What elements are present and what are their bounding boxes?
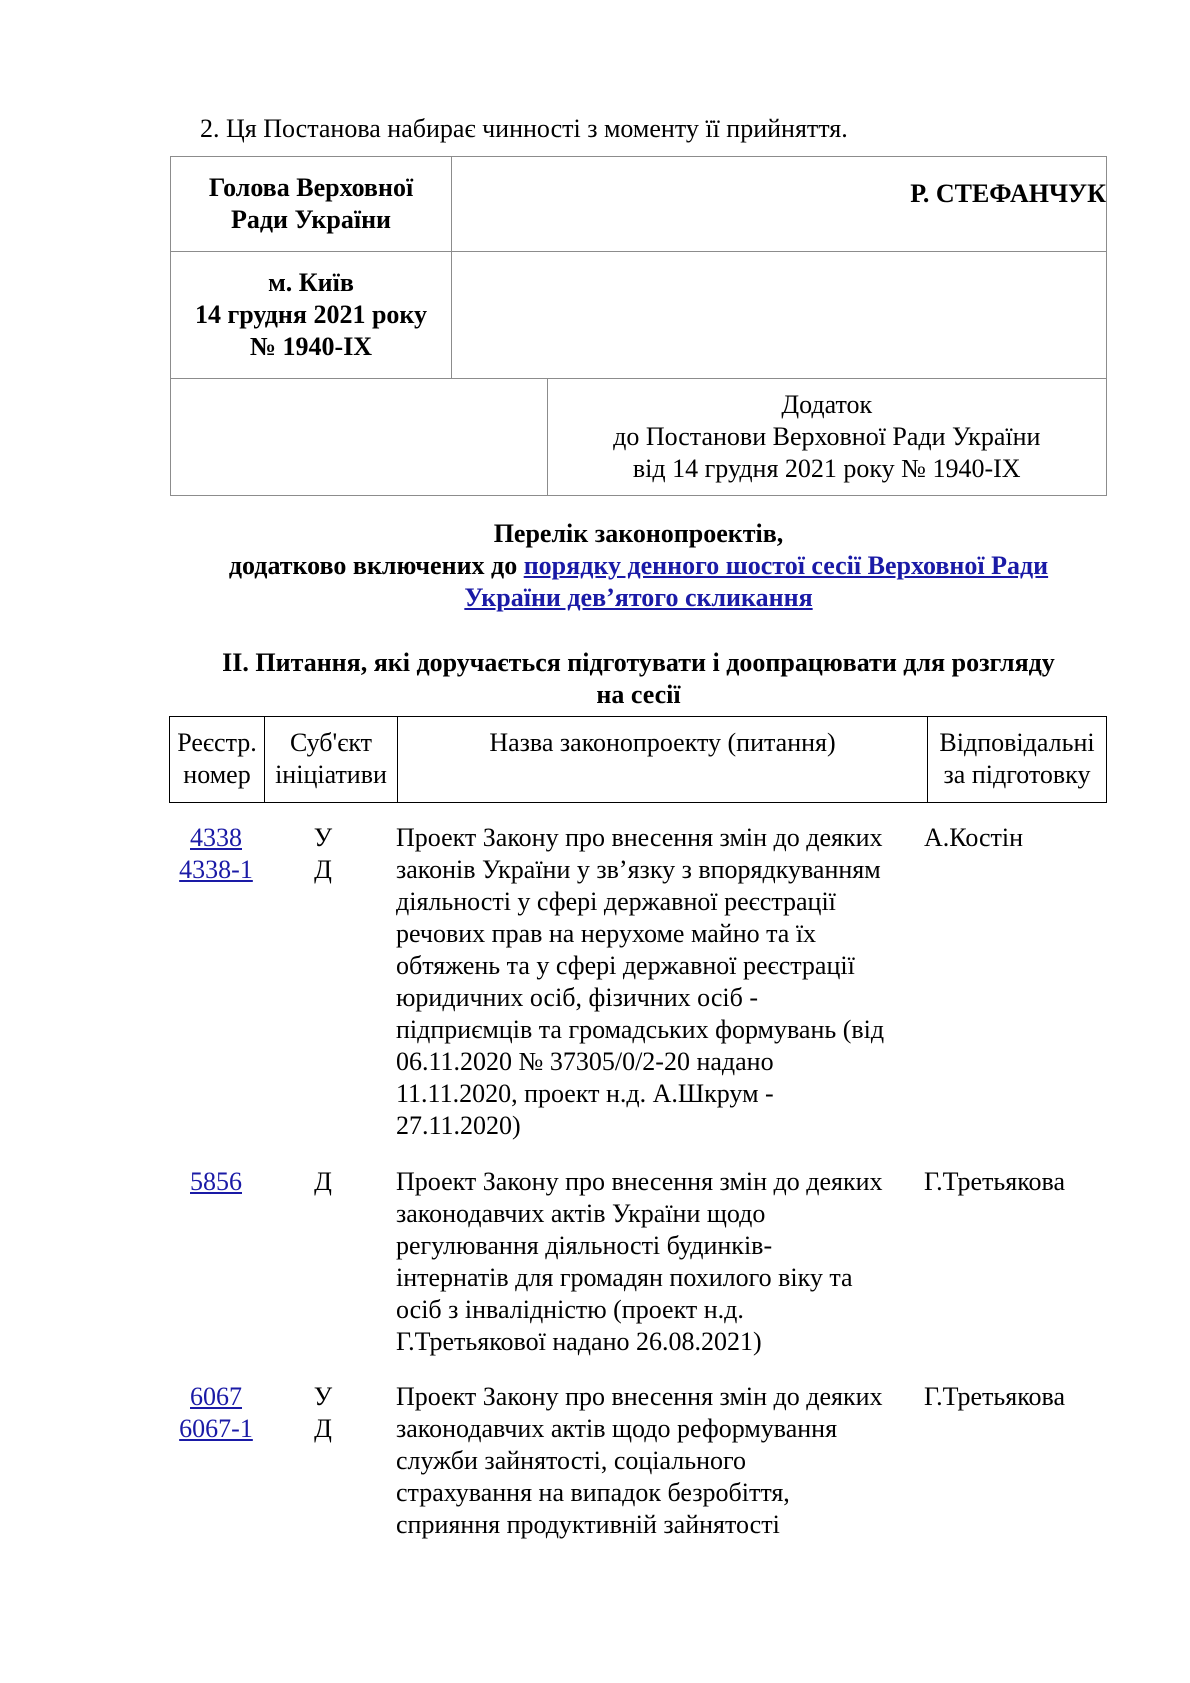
- subject-code: У: [313, 823, 333, 852]
- agenda-link[interactable]: порядку денного шостої сесії Верховної Ради: [523, 551, 1049, 580]
- header-resp-line-1: Відповідальні: [939, 728, 1095, 757]
- header-reg-number: [170, 717, 265, 803]
- bill-name-line: Проект Закону про внесення змін до деяких: [396, 1167, 883, 1196]
- reg-numbers: [169, 1381, 263, 1445]
- appendix-reference: [547, 379, 1107, 496]
- initiative-subjects: [263, 1166, 383, 1198]
- position-line-1: Голова Верховної: [208, 173, 414, 202]
- bills-table-header: [169, 716, 1107, 803]
- signatory-name: [452, 157, 1107, 252]
- list-title-prefix: додатково включених до: [228, 551, 524, 580]
- bill-name-line: законів України у зв’язку з впорядкуванням: [396, 855, 881, 884]
- header-resp-line-2: за підготовку: [943, 760, 1091, 789]
- header-subj-line-2: ініціативи: [275, 760, 387, 789]
- bill-name-line: служби зайнятості, соціального: [396, 1446, 747, 1475]
- header-subject: [265, 717, 398, 803]
- list-title-line-3: [170, 582, 1107, 614]
- signatory-position: [171, 157, 452, 252]
- signature-table: [170, 156, 1107, 496]
- empty-cell: [452, 379, 548, 496]
- bill-name-line: Проект Закону про внесення змін до деяких: [396, 823, 883, 852]
- bill-name-line: законодавчих актів України щодо: [396, 1199, 766, 1228]
- responsible-person: Г.Третьякова: [924, 1382, 1065, 1411]
- responsible-person: Г.Третьякова: [924, 1167, 1065, 1196]
- reg-numbers: [169, 1166, 263, 1198]
- section-title: [170, 647, 1107, 711]
- bill-name: [396, 822, 916, 1142]
- bill-name: [396, 1166, 916, 1358]
- bill-name-line: 11.11.2020, проект н.д. А.Шкрум -: [396, 1079, 774, 1108]
- header-reg-line-1: Реєстр.: [177, 728, 257, 757]
- bill-name-line: законодавчих актів щодо реформування: [396, 1414, 838, 1443]
- section-title-line-1: ІІ. Питання, які доручається підготувати і доопрацювати для розгляду: [222, 648, 1055, 677]
- bill-number-link[interactable]: 5856: [190, 1167, 242, 1196]
- bill-number-link[interactable]: 4338: [190, 823, 242, 852]
- bill-name-line: Проект Закону про внесення змін до деяких: [396, 1382, 883, 1411]
- responsible-person: А.Костін: [924, 823, 1024, 852]
- bill-name-line: обтяжень та у сфері державної реєстрації: [396, 951, 855, 980]
- subject-code: Д: [314, 1167, 332, 1196]
- bill-name-line: інтернатів для громадян похилого віку та: [396, 1263, 853, 1292]
- empty-cell: [171, 379, 452, 496]
- list-title: [170, 518, 1107, 614]
- reg-numbers: [169, 822, 263, 886]
- intro-paragraph: 2. Ця Постанова набирає чинності з моменту її прийняття.: [200, 114, 848, 143]
- header-subj-line-1: Суб'єкт: [289, 728, 373, 757]
- subject-code: Д: [314, 855, 332, 884]
- header-reg-line-2: номер: [183, 760, 251, 789]
- bill-name-line: діяльності у сфері державної реєстрації: [396, 887, 836, 916]
- agenda-link-continuation[interactable]: України дев’ятого скликання: [464, 583, 813, 612]
- header-bill-name: Назва законопроекту (питання): [398, 717, 928, 803]
- initiative-subjects: [263, 1381, 383, 1445]
- subject-code: Д: [314, 1414, 332, 1443]
- bill-number-link[interactable]: 6067: [190, 1382, 242, 1411]
- bill-name-line: 06.11.2020 № 37305/0/2-20 надано: [396, 1047, 774, 1076]
- header-responsible: [928, 717, 1107, 803]
- position-line-2: Ради України: [230, 205, 392, 234]
- list-title-line-1: Перелік законопроектів,: [493, 519, 784, 548]
- list-title-line-2: [170, 550, 1107, 582]
- bill-name-line: регулювання діяльності будинків-: [396, 1231, 773, 1260]
- bill-name-line: сприяння продуктивній зайнятості: [396, 1510, 780, 1539]
- appendix-line-3: від 14 грудня 2021 року № 1940-IX: [632, 454, 1021, 483]
- bill-name-line: страхування на випадок безробіття,: [396, 1478, 790, 1507]
- bill-name-line: юридичних осіб, фізичних осіб -: [396, 983, 758, 1012]
- bill-number-link[interactable]: 6067-1: [179, 1414, 253, 1443]
- bill-name-line: 27.11.2020): [396, 1111, 521, 1140]
- appendix-line-1: Додаток: [781, 390, 873, 419]
- subject-code: У: [313, 1382, 333, 1411]
- bill-name: [396, 1381, 916, 1541]
- appendix-line-2: до Постанови Верховної Ради України: [613, 422, 1041, 451]
- signatory-name-text: Р. СТЕФАНЧУК: [910, 179, 1106, 208]
- section-title-line-2: на сесії: [596, 680, 681, 709]
- signing-details: [171, 252, 452, 379]
- signing-date: 14 грудня 2021 року: [194, 300, 428, 329]
- bill-number-link[interactable]: 4338-1: [179, 855, 253, 884]
- bill-name-line: речових прав на нерухоме майно та їх: [396, 919, 817, 948]
- signing-place: м. Київ: [268, 268, 354, 297]
- empty-cell: [452, 252, 1107, 379]
- bill-name-line: Г.Третьякової надано 26.08.2021): [396, 1327, 762, 1356]
- act-number: № 1940-IX: [249, 332, 373, 361]
- bill-name-line: підприємців та громадських формувань (від: [396, 1015, 885, 1044]
- initiative-subjects: [263, 822, 383, 886]
- bill-name-line: осіб з інвалідністю (проект н.д.: [396, 1295, 744, 1324]
